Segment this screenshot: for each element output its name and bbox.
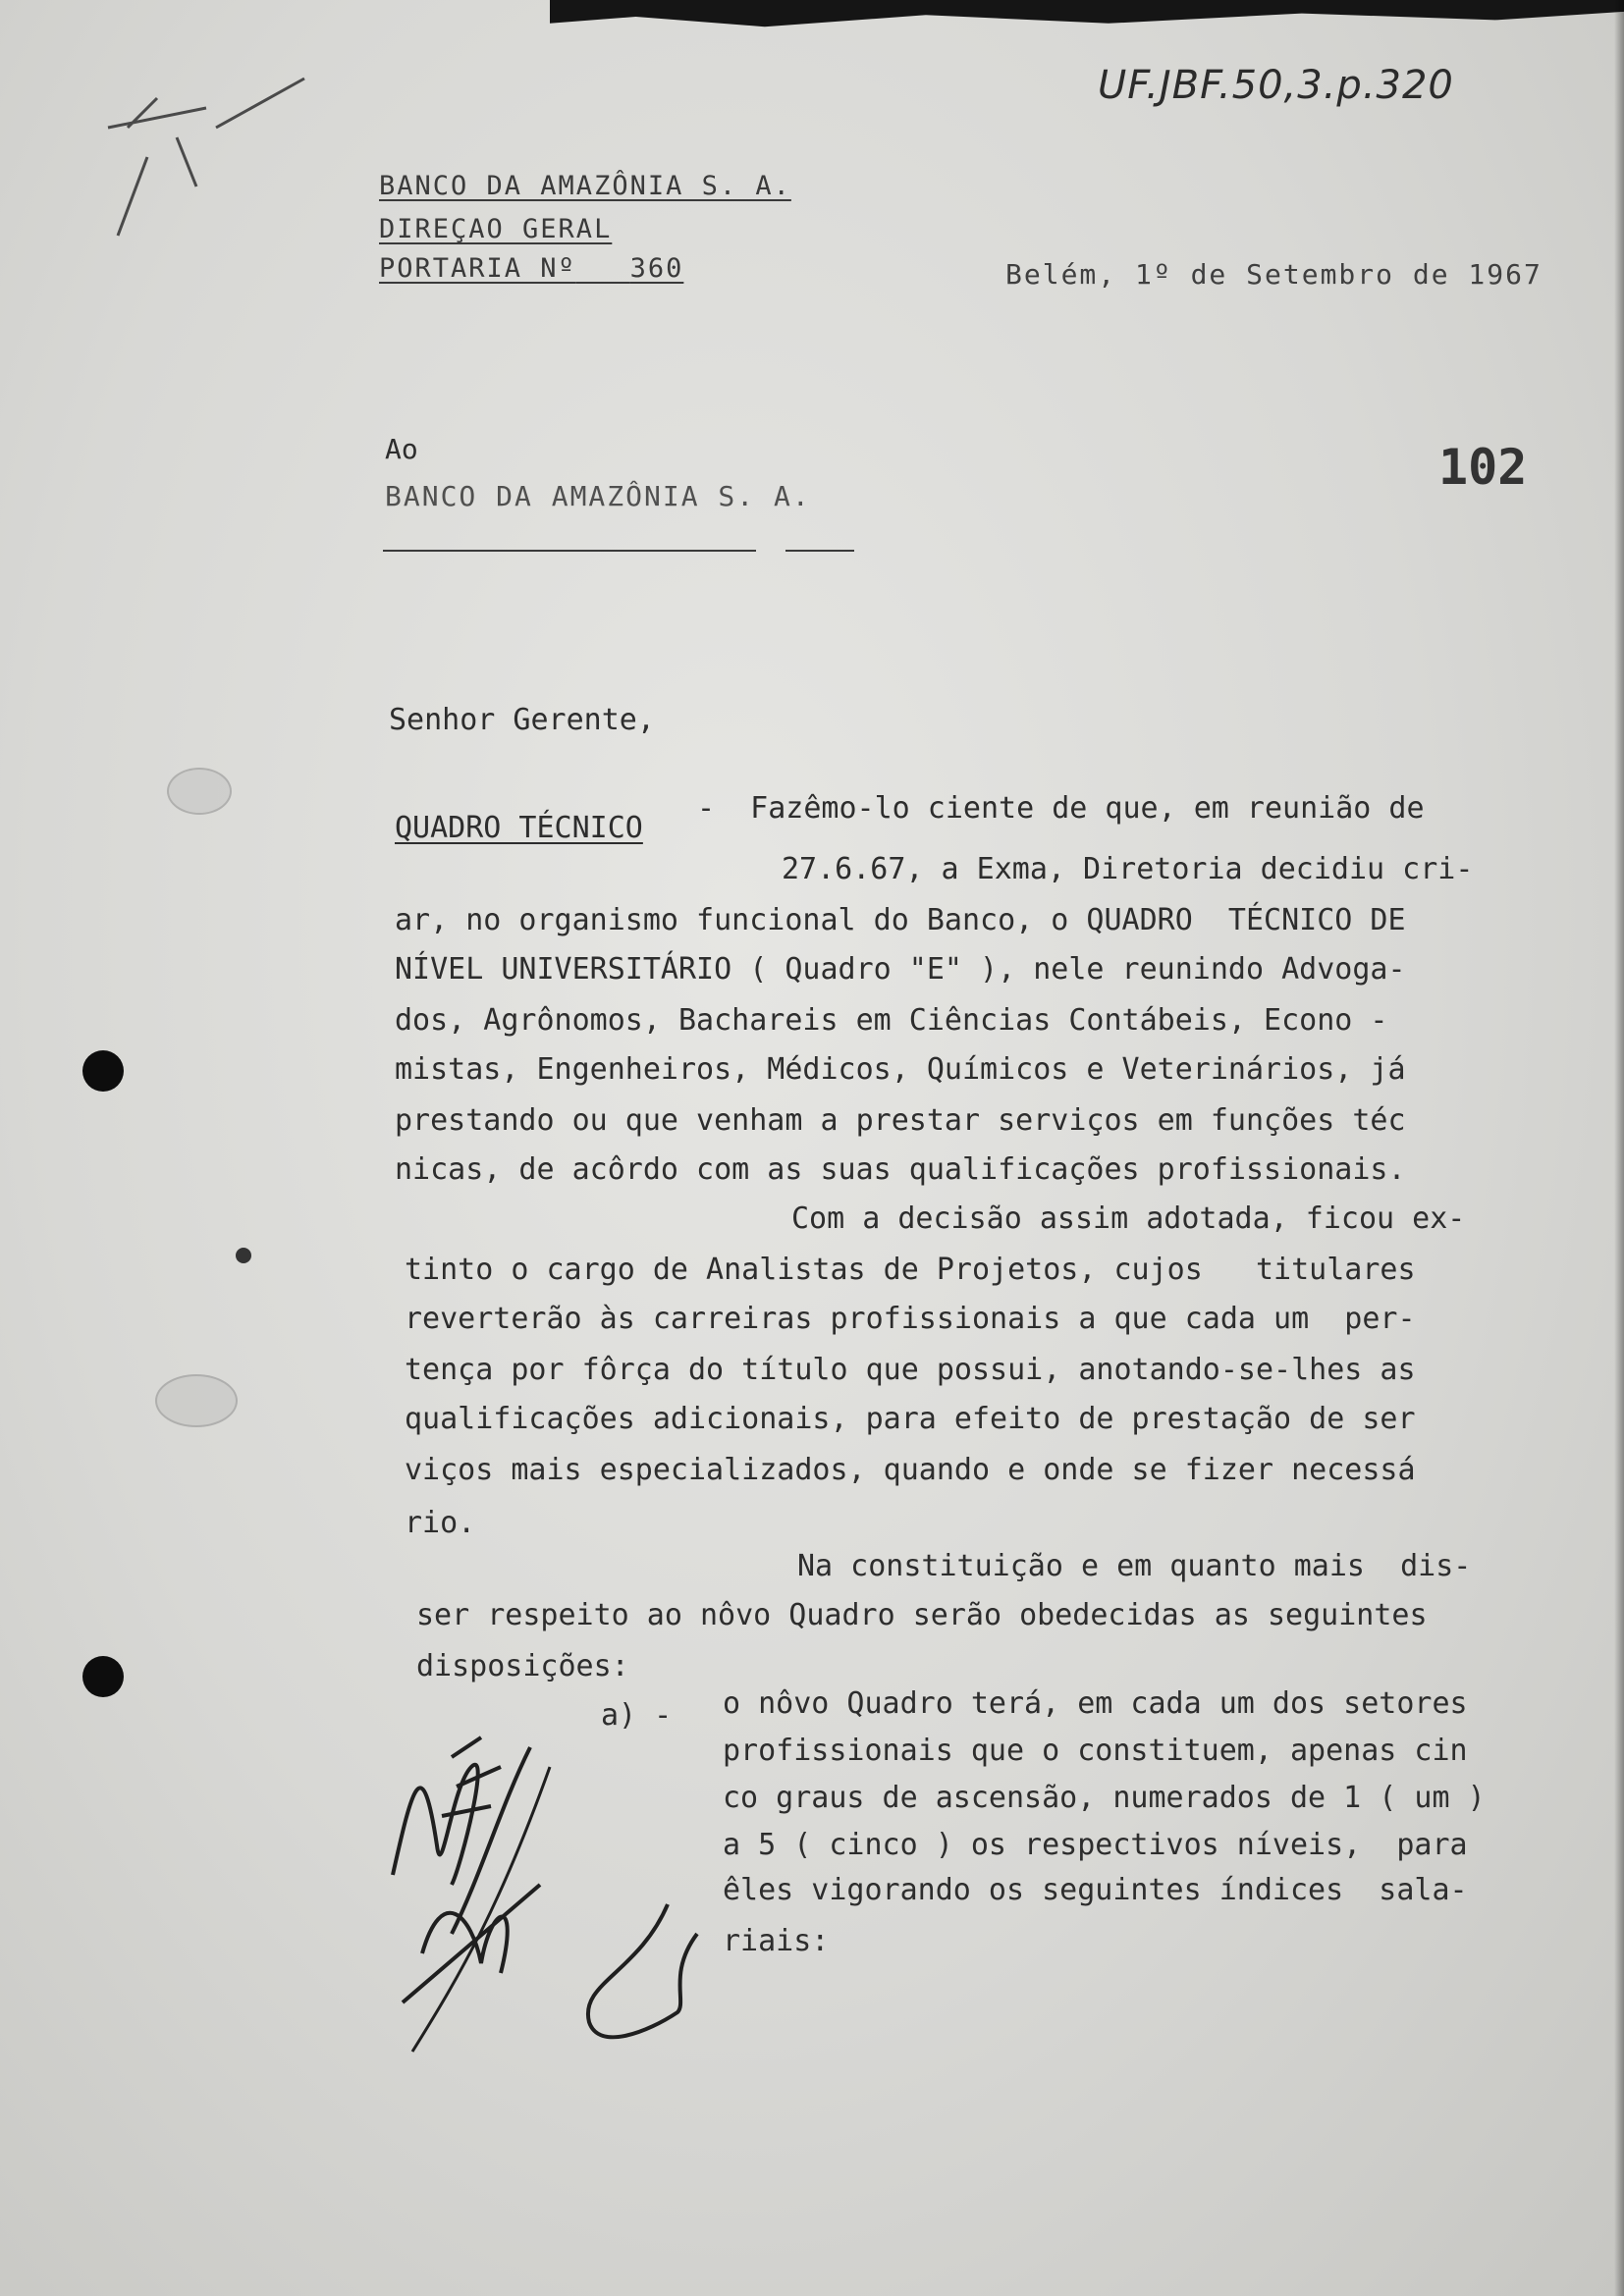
item-a-label: a) - — [601, 1698, 673, 1733]
header-portaria — [379, 251, 683, 287]
punch-hole-upper — [82, 1050, 124, 1092]
addressee-name: BANCO DA AMAZÔNIA S. A. — [385, 480, 811, 512]
small-hole — [236, 1248, 251, 1263]
body-line: dos, Agrônomos, Bachareis em Ciências Contábeis, Econo - — [395, 1003, 1388, 1038]
body-line: nicas, de acôrdo com as suas qualificações profissionais. — [395, 1152, 1406, 1187]
stamp-number: 102 — [1438, 439, 1528, 496]
body-line: qualificações adicionais, para efeito de prestação de ser — [405, 1402, 1416, 1436]
header-org: BANCO DA AMAZÔNIA S. A. — [379, 171, 791, 201]
portaria-number: 360 — [629, 253, 684, 284]
body-line: reverterão às carreiras profissionais a que cada um per- — [405, 1302, 1416, 1336]
body-line: prestando ou que venham a prestar serviços em funções téc — [395, 1103, 1406, 1138]
signature-initials — [383, 1728, 717, 2081]
item-a-line: o nôvo Quadro terá, em cada um dos setores — [723, 1686, 1468, 1721]
addressee-to: Ao — [385, 433, 418, 465]
page-shadow-edge — [1614, 0, 1624, 2296]
item-a-line: riais: — [723, 1924, 830, 1958]
item-a-line: a 5 ( cinco ) os respectivos níveis, para — [723, 1828, 1468, 1862]
subject-title: QUADRO TÉCNICO — [395, 811, 643, 845]
body-line: ser respeito ao nôvo Quadro serão obedecidas as seguintes — [416, 1598, 1428, 1632]
body-line: NÍVEL UNIVERSITÁRIO ( Quadro "E" ), nele reunindo Advoga- — [395, 952, 1406, 987]
date-line: Belém, 1º de Setembro de 1967 — [1005, 258, 1543, 291]
body-line: rio. — [405, 1506, 476, 1540]
header-dept: DIREÇAO GERAL — [379, 214, 613, 244]
paper-stain — [167, 768, 232, 815]
body-line: Na constituição e em quanto mais dis- — [797, 1549, 1472, 1583]
item-a-line: êles vigorando os seguintes índices sala- — [723, 1873, 1468, 1907]
addressee-rule — [383, 550, 756, 552]
item-a-line: profissionais que o constituem, apenas cin — [723, 1734, 1468, 1768]
scribble-mark — [88, 69, 324, 245]
paper-stain — [155, 1374, 238, 1427]
body-line: tença por fôrça do título que possui, anotando-se-lhes as — [405, 1353, 1416, 1387]
archive-reference: UF.JBF.50,3.p.320 — [1098, 63, 1454, 108]
body-line: tinto o cargo de Analistas de Projetos, cujos titulares — [405, 1253, 1416, 1287]
punch-hole-lower — [82, 1656, 124, 1697]
portaria-label: PORTARIA Nº — [379, 253, 576, 284]
body-line: - Fazêmo-lo ciente de que, em reunião de — [697, 791, 1425, 826]
body-line: ar, no organismo funcional do Banco, o QUADRO TÉCNICO DE — [395, 903, 1406, 937]
addressee-rule-short — [785, 550, 854, 552]
body-line: 27.6.67, a Exma, Diretoria decidiu cri- — [782, 852, 1474, 886]
torn-top-edge — [550, 0, 1624, 33]
body-line: disposições: — [416, 1649, 629, 1683]
body-line: viços mais especializados, quando e onde se fizer necessá — [405, 1453, 1416, 1487]
body-line: mistas, Engenheiros, Médicos, Químicos e Veterinários, já — [395, 1052, 1406, 1087]
salutation: Senhor Gerente, — [389, 703, 655, 737]
item-a-line: co graus de ascensão, numerados de 1 ( um ) — [723, 1781, 1486, 1815]
body-line: Com a decisão assim adotada, ficou ex- — [791, 1201, 1466, 1236]
